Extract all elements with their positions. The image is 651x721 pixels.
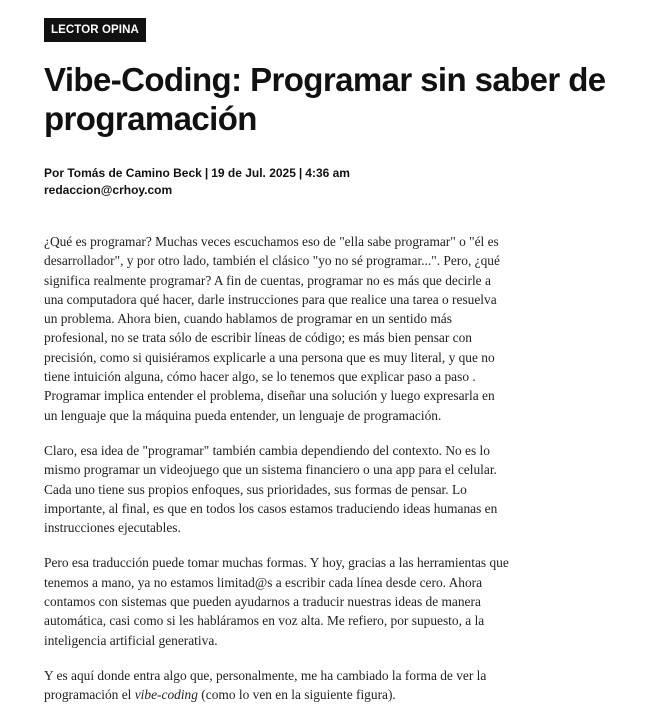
category-badge[interactable]: LECTOR OPINA [44,18,146,42]
byline-meta [44,165,634,182]
paragraph: ¿Qué es programar? Muchas veces escuchamos eso de "ella sabe programar" o "él es desarrollador", y por otro lado, también el clásico "yo no sé programar...". Pero, ¿qué significa realmente programar? A fin de cuentas, programar no es más que decirle a una computadora qué hacer, darle instrucciones para que realice una tarea o resuelva un problema. Ahora bien, cuando hablamos de programar en un sentido más profesional, no se trata sólo de escribir líneas de código; es más bien pensar con precisión, como si quisiéramos explicarle a una persona que es muy literal, y que no tiene intuición alguna, cómo hacer algo, se lo tenemos que explicar paso a paso . Programar implica entender el problema, diseñar una solución y luego expresarla en un lenguaje que la máquina pueda entender, un lenguaje de programación. [44,234,500,423]
paragraph: Claro, esa idea de "programar" también cambia dependiendo del contexto. No es lo mismo programar un videojuego que un sistema financiero o una app para el celular. Cada uno tiene sus propios enfoques, sus prioridades, sus formas de pensar. Lo importante, al final, es que en todos los casos estamos traduciendo ideas humanas en instrucciones ejecutables. [44,442,498,536]
byline-separator: | [298,166,303,180]
author-name[interactable]: Por Tomás de Camino Beck [44,166,202,180]
publish-date: 19 de Jul. 2025 [211,166,296,180]
paragraph-text: Y es aquí donde entra algo que, personalmente, me ha cambiado la forma de ver la programación el [44,667,487,703]
emphasis-term: vibe-coding [134,687,198,703]
article-title: Vibe-Coding: Programar sin saber de programación [44,61,606,137]
paragraph: Pero esa traducción puede tomar muchas formas. Y hoy, gracias a las herramientas que tenemos a mano, ya no estamos limitad@s a escribir cada línea desde cero. Ahora contamos con sistemas que pueden ayudarnos a traducir nuestras ideas de manera automática, casi como si les habláramos en voz alta. Me refiero, por supuesto, a la inteligencia artificial generativa. [44,555,509,648]
paragraph-text: (como lo ven en la siguiente figura). [197,687,396,703]
author-email[interactable]: redaccion@crhoy.com [44,183,173,197]
article [44,18,634,721]
byline [44,165,634,199]
article-body [44,232,509,705]
publish-time: 4:36 am [305,166,350,180]
paragraph [44,666,509,705]
byline-separator: | [204,166,209,180]
